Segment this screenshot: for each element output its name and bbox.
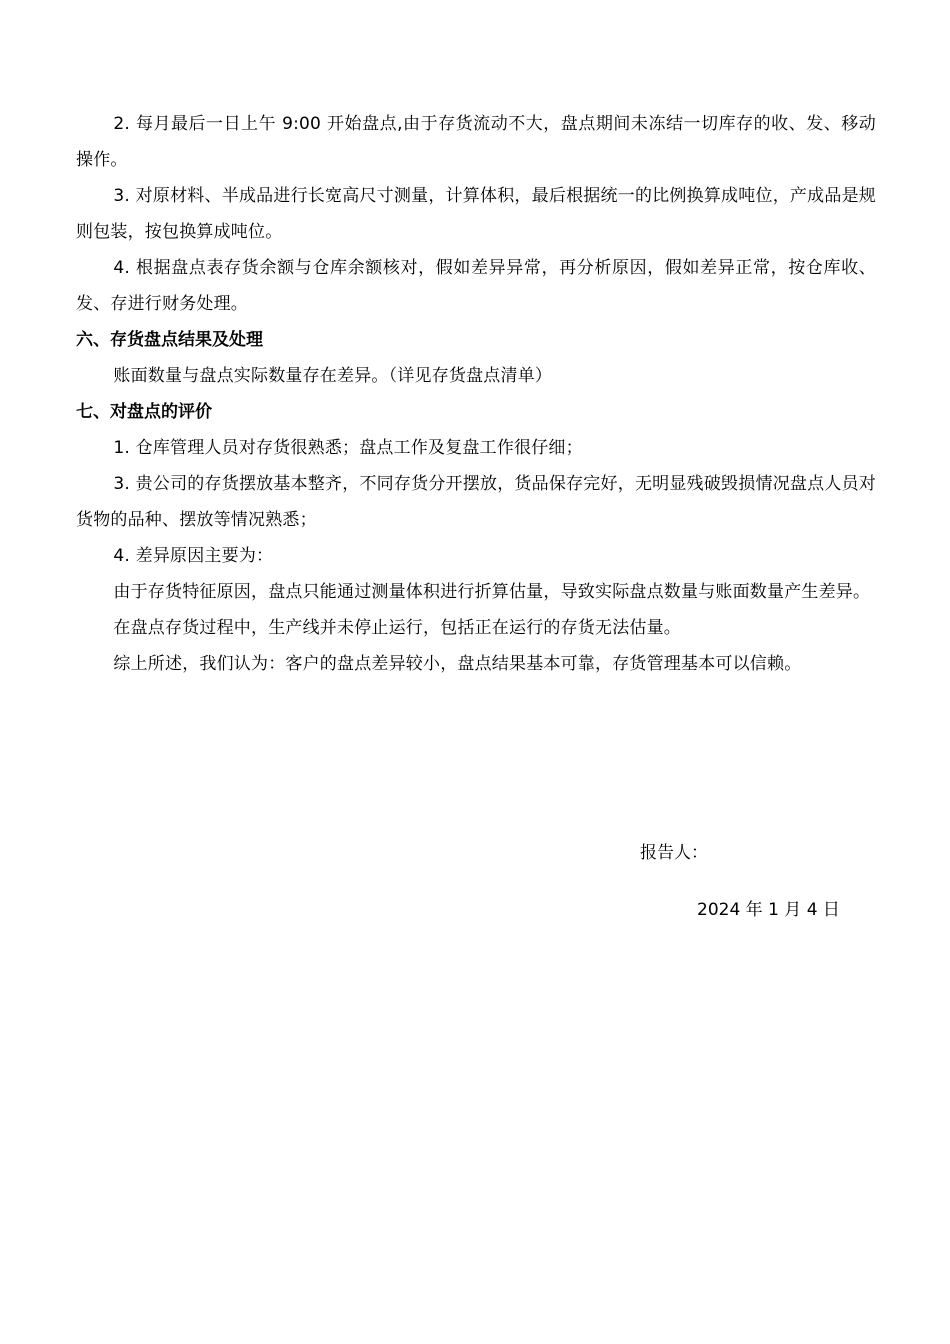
paragraph-result: 账面数量与盘点实际数量存在差异。（详见存货盘点清单） <box>113 366 553 386</box>
paragraph-eval-3: 3. 贵公司的存货摆放基本整齐，不同存货分开摆放，货品保存完好，无明显残破毁损情况盘点人员对货物的品种、摆放等情况熟悉； <box>76 474 876 530</box>
paragraph-reason-1: 由于存货特征原因，盘点只能通过测量体积进行折算估量，导致实际盘点数量与账面数量产生差异。 <box>113 582 871 602</box>
signer-label: 报告人： <box>640 843 708 863</box>
paragraph-step-2: 2. 每月最后一日上午 9:00 开始盘点,由于存货流动不大，盘点期间未冻结一切库存的收、发、移动操作。 <box>76 114 876 170</box>
report-date: 2024 年 1 月 4 日 <box>697 900 840 920</box>
paragraph-eval-4: 4. 差异原因主要为： <box>113 546 274 566</box>
section-heading-7: 七、对盘点的评价 <box>76 402 212 422</box>
paragraph-conclusion: 综上所述，我们认为：客户的盘点差异较小，盘点结果基本可靠，存货管理基本可以信赖。 <box>113 654 802 674</box>
paragraph-step-3: 3. 对原材料、半成品进行长宽高尺寸测量，计算体积，最后根据统一的比例换算成吨位，产成品是规则包装，按包换算成吨位。 <box>76 186 876 242</box>
document-body <box>76 106 876 682</box>
section-heading-6: 六、存货盘点结果及处理 <box>76 330 263 350</box>
paragraph-step-4: 4. 根据盘点表存货余额与仓库余额核对，假如差异异常，再分析原因，假如差异正常，按仓库收、发、存进行财务处理。 <box>76 258 876 314</box>
paragraph-reason-2: 在盘点存货过程中，生产线并未停止运行，包括正在运行的存货无法估量。 <box>113 618 681 638</box>
paragraph-eval-1: 1. 仓库管理人员对存货很熟悉；盘点工作及复盘工作很仔细； <box>113 438 583 458</box>
